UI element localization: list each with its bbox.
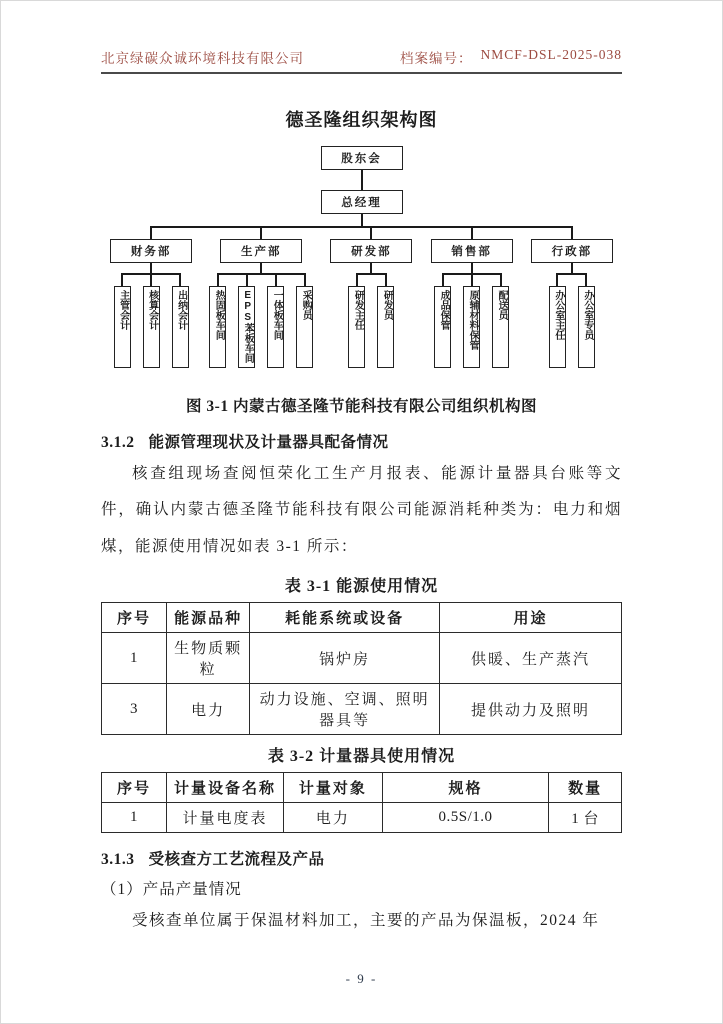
org-node-shareholders: 股东会 <box>321 146 403 170</box>
department-row <box>101 226 622 368</box>
table-cell: 1 <box>102 803 167 833</box>
org-node-position: 一体板车间 <box>267 286 284 368</box>
column-header: 序号 <box>102 603 167 633</box>
org-node-dept: 生产部 <box>220 239 302 263</box>
table-header-row <box>102 773 622 803</box>
table-cell: 电力 <box>167 684 250 735</box>
archive-number-block <box>400 47 622 67</box>
column-header: 计量对象 <box>284 773 383 803</box>
table-cell: 3 <box>102 684 167 735</box>
column-header: 计量设备名称 <box>167 773 284 803</box>
leaf-row <box>543 273 601 368</box>
org-node-position: 成品保管 <box>434 286 451 368</box>
connector-line <box>361 170 363 190</box>
connector-line <box>260 263 262 273</box>
table-cell: 提供动力及照明 <box>439 684 621 735</box>
section-number: 3.1.3 <box>101 851 135 869</box>
column-header: 耗能系统或设备 <box>250 603 440 633</box>
org-node-position: 核算会计 <box>143 286 160 368</box>
org-node-general-manager: 总经理 <box>321 190 403 214</box>
column-header: 规格 <box>382 773 548 803</box>
table32-title: 表 3-2 计量器具使用情况 <box>267 748 456 766</box>
table-cell: 动力设施、空调、照明器具等 <box>250 684 440 735</box>
dept-group-finance <box>101 226 201 368</box>
archive-number: NMCF-DSL-2025-038 <box>480 47 622 62</box>
leaf-row <box>203 273 319 368</box>
org-node-position: 出纳会计 <box>172 286 189 368</box>
org-node-dept: 销售部 <box>431 239 513 263</box>
org-node-position: 配送员 <box>492 286 509 368</box>
org-node-position: 研发主任 <box>348 286 365 368</box>
section-number: 3.1.2 <box>101 434 135 451</box>
org-chart <box>101 146 622 368</box>
connector-line <box>370 263 372 273</box>
table-cell: 锅炉房 <box>250 633 440 684</box>
page-number: - 9 - <box>345 971 378 986</box>
paragraph-energy-review: 核查组现场查阅恒荣化工生产月报表、能源计量器具台账等文件，确认内蒙古德圣隆节能科技有限公司能源消耗种类为：电力和烟煤，能源使用情况如表 3-1 所示： <box>101 465 622 555</box>
org-node-position: 办公室专员 <box>578 286 595 368</box>
table-cell: 电力 <box>284 803 383 833</box>
connector-line <box>361 214 363 226</box>
figure-caption: 图 3-1 内蒙古德圣隆节能科技有限公司组织机构图 <box>186 398 537 415</box>
org-node-position: 原辅材料保管 <box>463 286 480 368</box>
leaf-row <box>428 273 515 368</box>
column-header: 能源品种 <box>167 603 250 633</box>
org-node-dept: 财务部 <box>110 239 192 263</box>
section-heading-313 <box>101 847 622 869</box>
archive-label: 档案编号： <box>399 51 473 66</box>
column-header: 数量 <box>549 773 622 803</box>
table-cell: 1 台 <box>549 803 622 833</box>
org-chart-title: 德圣隆组织架构图 <box>285 110 438 130</box>
table-cell: 供暖、生产蒸汽 <box>439 633 621 684</box>
org-node-position: 热固板车间 <box>209 286 226 368</box>
org-node-position: 主管会计 <box>114 286 131 368</box>
table-row <box>102 633 622 684</box>
table-cell: 1 <box>102 633 167 684</box>
org-node-position: EPS苯板车间 <box>238 286 255 368</box>
org-node-dept: 研发部 <box>330 239 412 263</box>
paragraph-product-intro: 受核查单位属于保温材料加工，主要的产品为保温板，2024 年 <box>132 912 600 930</box>
table-row <box>102 803 622 833</box>
section-title: 受核查方工艺流程及产品 <box>148 851 325 869</box>
table-cell: 生物质颗粒 <box>167 633 250 684</box>
column-header: 用途 <box>439 603 621 633</box>
dept-group-rnd <box>321 226 421 368</box>
dept-group-admin <box>522 226 622 368</box>
table-metering-devices <box>101 772 622 833</box>
section-title: 能源管理现状及计量器具配备情况 <box>148 434 389 451</box>
table-energy-usage <box>101 602 622 735</box>
table-cell: 计量电度表 <box>167 803 284 833</box>
section-heading-312 <box>101 430 622 452</box>
column-header: 序号 <box>102 773 167 803</box>
leaf-row <box>108 273 195 368</box>
org-node-dept: 行政部 <box>531 239 613 263</box>
sub-heading-product-output: （1）产品产量情况 <box>101 881 242 899</box>
org-node-position: 办公室主任 <box>549 286 566 368</box>
connector-line <box>471 263 473 273</box>
table-cell: 0.5S/1.0 <box>382 803 548 833</box>
connector-line <box>571 263 573 273</box>
dept-group-sales <box>422 226 522 368</box>
org-node-position: 采购员 <box>296 286 313 368</box>
connector-line <box>150 263 152 273</box>
dept-group-production <box>201 226 321 368</box>
table-row <box>102 684 622 735</box>
leaf-row <box>342 273 400 368</box>
page-header <box>101 47 622 74</box>
company-name: 北京绿碳众诚环境科技有限公司 <box>101 51 304 66</box>
table-header-row <box>102 603 622 633</box>
table31-title: 表 3-1 能源使用情况 <box>284 578 439 596</box>
org-node-position: 研发员 <box>377 286 394 368</box>
